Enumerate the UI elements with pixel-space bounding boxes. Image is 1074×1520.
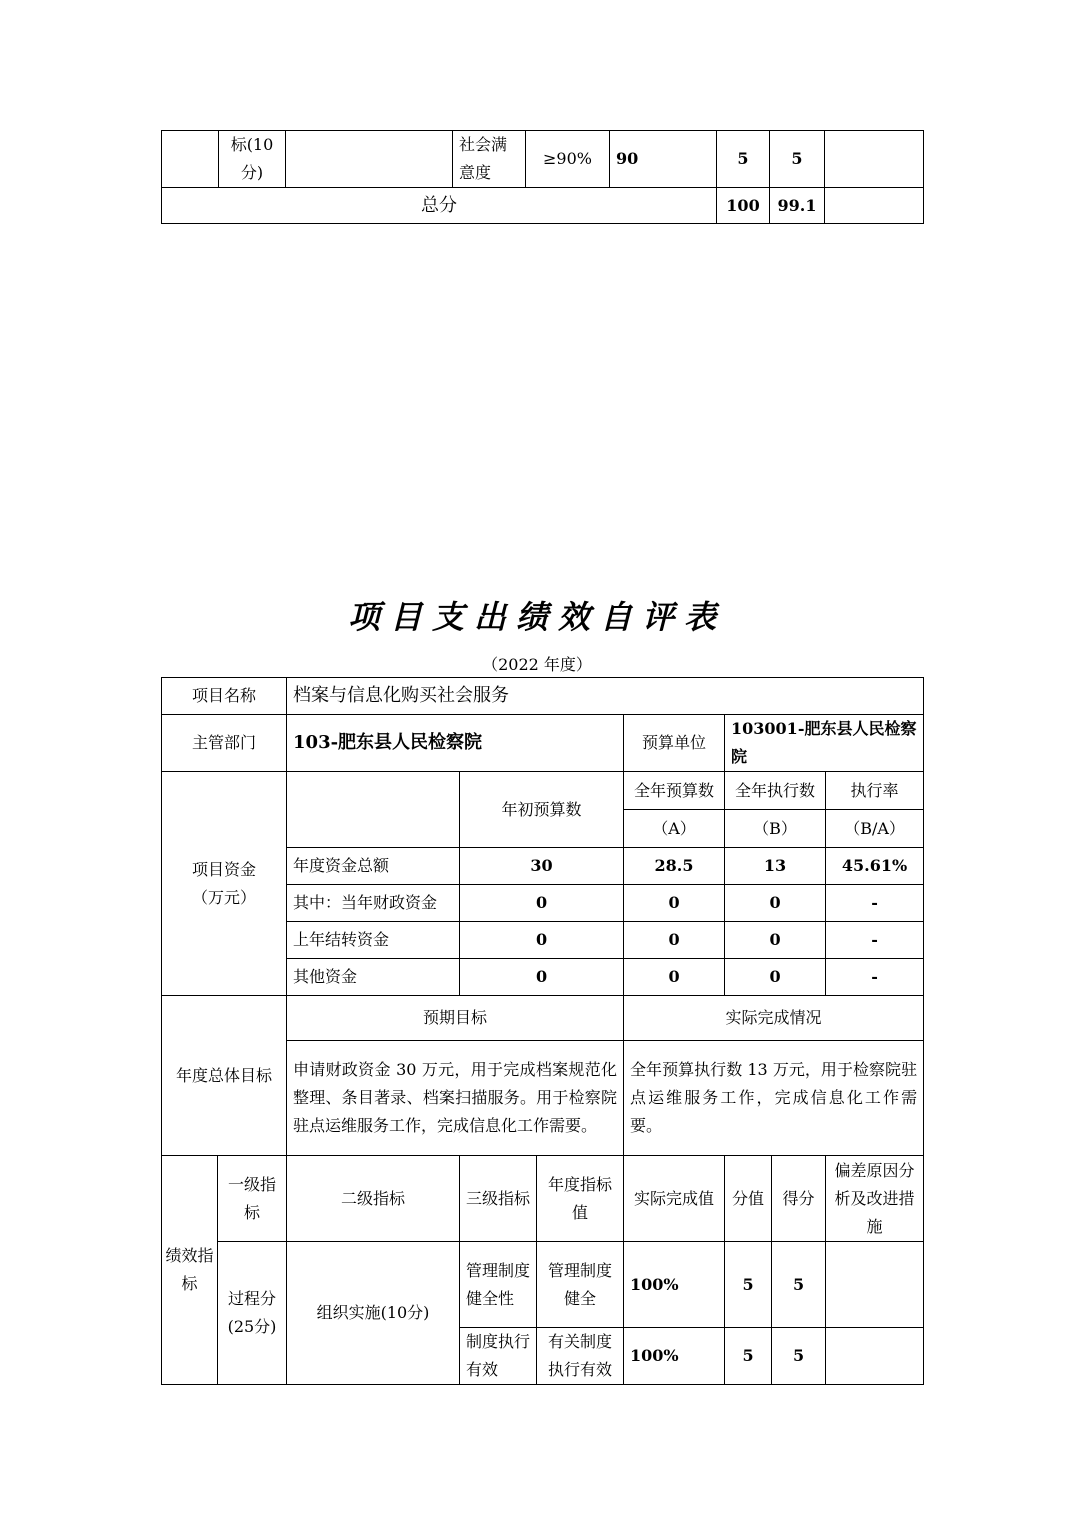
funds-row-exec: 0 <box>725 885 826 922</box>
col-full: 全年预算数 <box>624 772 725 810</box>
funds-row-rate: - <box>826 922 924 959</box>
perf-reason <box>826 1242 924 1328</box>
funds-row-full: 0 <box>624 959 725 996</box>
expected-goal-text: 申请财政资金 30 万元，用于完成档案规范化整理、条目著录、档案扫描服务。用于检察院驻点运维服务工作，完成信息化工作需要。 <box>287 1041 624 1156</box>
actual-goal-label: 实际完成情况 <box>624 996 924 1041</box>
level2-cell <box>286 131 453 188</box>
page-title: 项目支出绩效自评表 <box>347 598 726 636</box>
actual-cell: 90 <box>610 131 717 188</box>
goals-label: 年度总体目标 <box>162 996 287 1156</box>
funds-row-name: 其中：当年财政资金 <box>287 885 460 922</box>
perf-level3: 制度执行有效 <box>460 1328 537 1385</box>
unit-value: 103001-肥东县人民检察院 <box>725 715 924 772</box>
target-cell: ≥90% <box>526 131 610 188</box>
reason-cell <box>825 131 924 188</box>
funds-row-exec: 0 <box>725 922 826 959</box>
funds-row-initial: 0 <box>460 922 624 959</box>
perf-target: 管理制度健全 <box>537 1242 624 1328</box>
perf-actual: 100% <box>624 1242 725 1328</box>
funds-row-initial: 0 <box>460 959 624 996</box>
total-label: 总分 <box>162 188 717 224</box>
actual-goal-text: 全年预算执行数 13 万元，用于检察院驻点运维服务工作，完成信息化工作需要。 <box>624 1041 924 1156</box>
perf-level3: 管理制度健全性 <box>460 1242 537 1328</box>
col-a: （A） <box>624 810 725 848</box>
unit-label: 预算单位 <box>624 715 725 772</box>
funds-label-line1: 项目资金 <box>192 859 257 879</box>
h-level1: 一级指标 <box>218 1156 287 1242</box>
funds-header-blank <box>287 772 460 848</box>
h-level2: 二级指标 <box>287 1156 460 1242</box>
funds-row-rate: - <box>826 885 924 922</box>
funds-row-exec: 13 <box>725 848 826 885</box>
indicator3-cell: 社会满意度 <box>453 131 526 188</box>
blank-cell <box>162 131 219 188</box>
total-score: 99.1 <box>770 188 825 224</box>
dept-label: 主管部门 <box>162 715 287 772</box>
col-rate: 执行率 <box>826 772 924 810</box>
perf-score: 5 <box>772 1242 826 1328</box>
perf-level2: 组织实施(10分) <box>287 1242 460 1385</box>
funds-label-line2: （万元） <box>192 887 257 907</box>
perf-target: 有关制度执行有效 <box>537 1328 624 1385</box>
funds-row-initial: 0 <box>460 885 624 922</box>
col-exec: 全年执行数 <box>725 772 826 810</box>
h-score: 得分 <box>772 1156 826 1242</box>
col-ba: （B/A） <box>826 810 924 848</box>
funds-row-full: 28.5 <box>624 848 725 885</box>
h-reason: 偏差原因分析及改进措施 <box>826 1156 924 1242</box>
funds-row-name: 上年结转资金 <box>287 922 460 959</box>
perf-score: 5 <box>772 1328 826 1385</box>
project-name-value: 档案与信息化购买社会服务 <box>287 678 924 715</box>
h-level3: 三级指标 <box>460 1156 537 1242</box>
perf-weight: 5 <box>725 1242 772 1328</box>
dept-value: 103-肥东县人民检察院 <box>287 715 624 772</box>
funds-row-rate: - <box>826 959 924 996</box>
project-name-label: 项目名称 <box>162 678 287 715</box>
h-target: 年度指标值 <box>537 1156 624 1242</box>
funds-row-initial: 30 <box>460 848 624 885</box>
level1-cell: 标(10分) <box>219 131 286 188</box>
funds-row-rate: 45.61% <box>826 848 924 885</box>
funds-row-name: 其他资金 <box>287 959 460 996</box>
perf-reason <box>826 1328 924 1385</box>
funds-row-full: 0 <box>624 922 725 959</box>
perf-row <box>162 1242 924 1328</box>
funds-row-full: 0 <box>624 885 725 922</box>
funds-label <box>162 772 287 996</box>
col-initial: 年初预算数 <box>460 772 624 848</box>
perf-weight: 5 <box>725 1328 772 1385</box>
perf-level1: 过程分(25分) <box>218 1242 287 1385</box>
expected-goal-label: 预期目标 <box>287 996 624 1041</box>
col-b: （B） <box>725 810 826 848</box>
score-cell: 5 <box>770 131 825 188</box>
funds-row-exec: 0 <box>725 959 826 996</box>
h-actual: 实际完成值 <box>624 1156 725 1242</box>
perf-label: 绩效指标 <box>162 1156 218 1385</box>
funds-row-name: 年度资金总额 <box>287 848 460 885</box>
previous-table-tail <box>161 130 924 224</box>
year-label: （2022 年度） <box>482 655 592 674</box>
total-reason <box>825 188 924 224</box>
perf-actual: 100% <box>624 1328 725 1385</box>
total-weight: 100 <box>717 188 770 224</box>
h-weight: 分值 <box>725 1156 772 1242</box>
weight-cell: 5 <box>717 131 770 188</box>
self-evaluation-table <box>161 677 924 1385</box>
